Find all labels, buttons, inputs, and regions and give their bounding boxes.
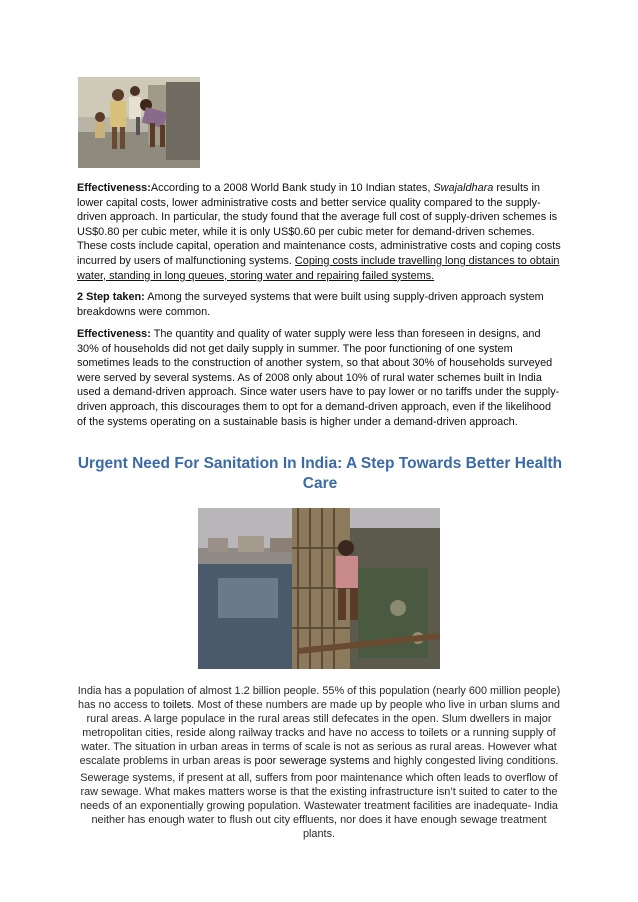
sewerage-paragraph [74, 771, 564, 841]
children-water-tap-photo [78, 77, 200, 168]
poor-sewerage-link[interactable]: poor sewerage systems [254, 755, 370, 767]
toilets-link[interactable]: toilets [162, 699, 192, 711]
p4-text-a: India has a population of almost 1.2 billion people. 55% of this population (nearly 600 million people) has no access to [77, 685, 561, 711]
effectiveness-label: Effectiveness: [77, 182, 151, 194]
p2-text: Among the surveyed systems that were built using supply-driven approach system breakdowns were common. [77, 291, 544, 318]
p4-text-c: and highly congested living conditions. [369, 755, 559, 767]
effectiveness-label-2: Effectiveness: [77, 328, 151, 340]
p3-text: The quantity and quality of water supply were less than foreseen in designs, and 30% of households did not get daily supply in summer. The poor functioning of one system sometimes leads to the construction of another system, so that about 30% of households surveyed were served by several systems. As of 2008 only about 10% of rural water schemes built in India used a demand-driven approach. Since water users have to pay lower or no tariffs under the supply-driven approach, this discourages them to opt for a demand-driven approach, even if the likelihood of the systems operating on a sustainable basis is higher under a demand-driven approach. [77, 328, 560, 428]
coping-costs-underlined: Coping costs include travelling long distances to obtain water, standing in long queues, storing water and repairing failed systems. [77, 254, 560, 282]
population-paragraph [74, 684, 564, 768]
p1-text-b: results in lower capital costs, lower administrative costs and better service quality compared to the supply-driven approach. In particular, the study found that the average full cost of supply-driven schemes is US$0.80 per cubic meter, while it is only US$0.60 per cubic meter for demand-driven schemes. These costs include capital, operation and maintenance costs, administrative costs and coping costs incurred by users of malfunctioning systems. [77, 182, 561, 267]
p1-text-a: According to a 2008 World Bank study in 10 Indian states, [150, 182, 434, 194]
step-taken-label: 2 Step taken: [77, 291, 145, 303]
sanitation-heading: Urgent Need For Sanitation In India: A Step Towards Better Health Care [77, 455, 563, 492]
slum-polluted-water-photo [198, 508, 440, 669]
swajaldhara-term: Swajaldhara [433, 182, 494, 194]
effectiveness-paragraph-2 [77, 327, 561, 429]
step-taken-paragraph [77, 290, 561, 319]
p4-text-b: . Most of these numbers are made up by people who live in urban slums and rural areas. A large populace in the rural areas still defecates in the open. Slum dwellers in major metropolitan cities, reside along railway tracks and have no access to toilets or a running supply of water. The situation in urban areas in terms of scale is not as serious as rural areas. However what escalate problems in urban areas is [79, 699, 560, 767]
p5-text: Sewerage systems, if present at all, suffers from poor maintenance which often leads to overflow of raw sewage. What makes matters worse is that the existing infrastructure isn’t suited to cater to the needs of an exponentially growing population. Wastewater treatment facilities are inadequate- India neither has enough water to flush out city effluents, nor does it have enough sewage treatment plants. [80, 772, 558, 840]
effectiveness-paragraph-1 [77, 181, 561, 283]
